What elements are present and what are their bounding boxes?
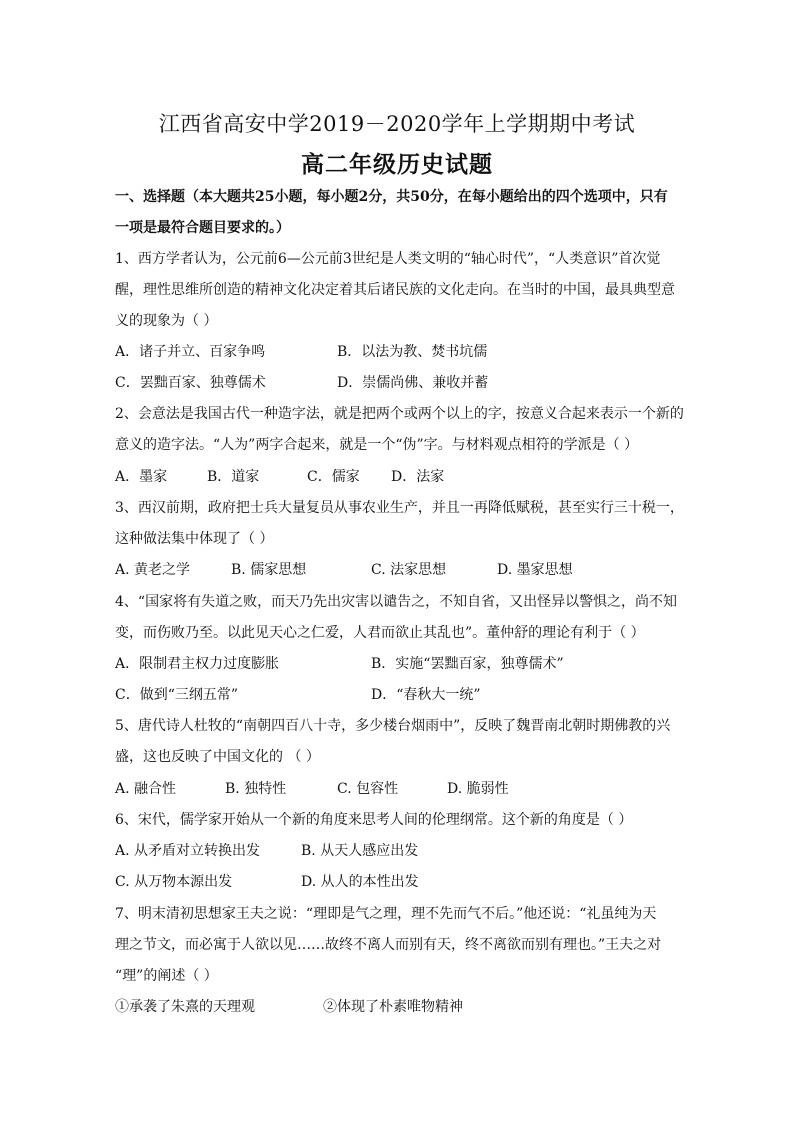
q1-line1: 1、西方学者认为，公元前6—公元前3世纪是人类文明的“轴心时代”，“人类意识”首次觉	[115, 251, 661, 267]
q4-option-a: A．限制君主权力过度膨胀	[115, 656, 280, 672]
q3-option-b: B. 儒家思想	[231, 562, 307, 578]
section-heading-line1: 一、选择题（本大题共25小题，每小题2分，共50分，在每小题给出的四个选项中，只有	[115, 189, 668, 205]
q4-line1: 4、“国家将有失道之败，而天乃先出灾害以谴告之，不知自省，又出怪异以警惧之，尚不知	[115, 594, 678, 610]
q6-option-a: A. 从矛盾对立转换出发	[115, 843, 261, 859]
q1-line2: 醒，理性思维所创造的精神文化决定着其后诸民族的文化走向。在当时的中国，最具典型意	[115, 282, 675, 298]
q2-line2: 意义的造字法。“人为”两字合起来，就是一个“伪”字。与材料观点相符的学派是（ ）	[115, 437, 639, 453]
q6-option-b: B. 从天人感应出发	[301, 843, 419, 859]
q1-option-d: D．崇儒尚佛、兼收并蓄	[337, 375, 489, 391]
q4-option-c: C．做到“三纲五常”	[115, 687, 239, 703]
q1-line3: 义的现象为（ ）	[115, 313, 218, 329]
q5-line1: 5、唐代诗人杜牧的“南朝四百八十寺，多少楼台烟雨中”，反映了魏晋南北朝时期佛教的兴	[115, 718, 671, 734]
q4-line2: 变，而伤败乃至。以此见天心之仁爱，人君而欲止其乱也”。董仲舒的理论有利于（ ）	[115, 625, 645, 641]
q7-line3: “理”的阐述（ ）	[115, 968, 218, 984]
exam-title: 江西省高安中学2019－2020学年上学期期中考试	[158, 112, 636, 136]
q5-option-a: A. 融合性	[115, 781, 177, 797]
q5-option-d: D. 脆弱性	[447, 781, 509, 797]
q2-option-a: A．墨家	[115, 469, 168, 485]
q1-option-c: C．罢黜百家、独尊儒术	[115, 375, 266, 391]
q2-option-c: C．儒家	[307, 469, 360, 485]
q6-line1: 6、宋代，儒学家开始从一个新的角度来思考人间的伦理纲常。这个新的角度是（ ）	[115, 812, 633, 828]
q4-option-b: B．实施“罢黜百家，独尊儒术”	[371, 656, 564, 672]
q3-option-d: D. 墨家思想	[497, 562, 573, 578]
q4-option-d: D．“春秋大一统”	[371, 687, 481, 703]
q3-line2: 这种做法集中体现了（ ）	[115, 531, 274, 547]
q7-statement-1: ①承袭了朱熹的天理观	[115, 999, 255, 1015]
q3-line1: 3、西汉前期，政府把士兵大量复员从事农业生产，并且一再降低赋税，甚至实行三十税一，	[115, 500, 684, 516]
q3-option-a: A. 黄老之学	[115, 562, 191, 578]
q5-option-c: C. 包容性	[337, 781, 399, 797]
q1-option-a: A．诸子并立、百家争鸣	[115, 344, 266, 360]
exam-subtitle: 高二年级历史试题	[301, 151, 493, 178]
q6-option-c: C. 从万物本源出发	[115, 874, 233, 890]
q2-option-b: B．道家	[207, 469, 260, 485]
q1-option-b: B．以法为教、焚书坑儒	[337, 344, 488, 360]
q2-option-d: D．法家	[391, 469, 445, 485]
q6-option-d: D. 从人的本性出发	[301, 874, 419, 890]
q5-line2: 盛，这也反映了中国文化的 （ ）	[115, 749, 320, 765]
q7-line1: 7、明末清初思想家王夫之说：“理即是气之理，理不先而气不后。”他还说：“礼虽纯为天	[115, 906, 657, 922]
q3-option-c: C. 法家思想	[371, 562, 447, 578]
q5-option-b: B. 独特性	[225, 781, 287, 797]
q7-line2: 理之节文，而必寓于人欲以见……故终不离人而别有天，终不离欲而别有理也。”王夫之对	[115, 937, 662, 953]
q7-statement-2: ②体现了朴素唯物精神	[323, 999, 463, 1015]
q2-line1: 2、会意法是我国古代一种造字法，就是把两个或两个以上的字，按意义合起来表示一个新的	[115, 406, 684, 422]
section-heading-line2: 一项是最符合题目要求的。）	[115, 220, 290, 236]
